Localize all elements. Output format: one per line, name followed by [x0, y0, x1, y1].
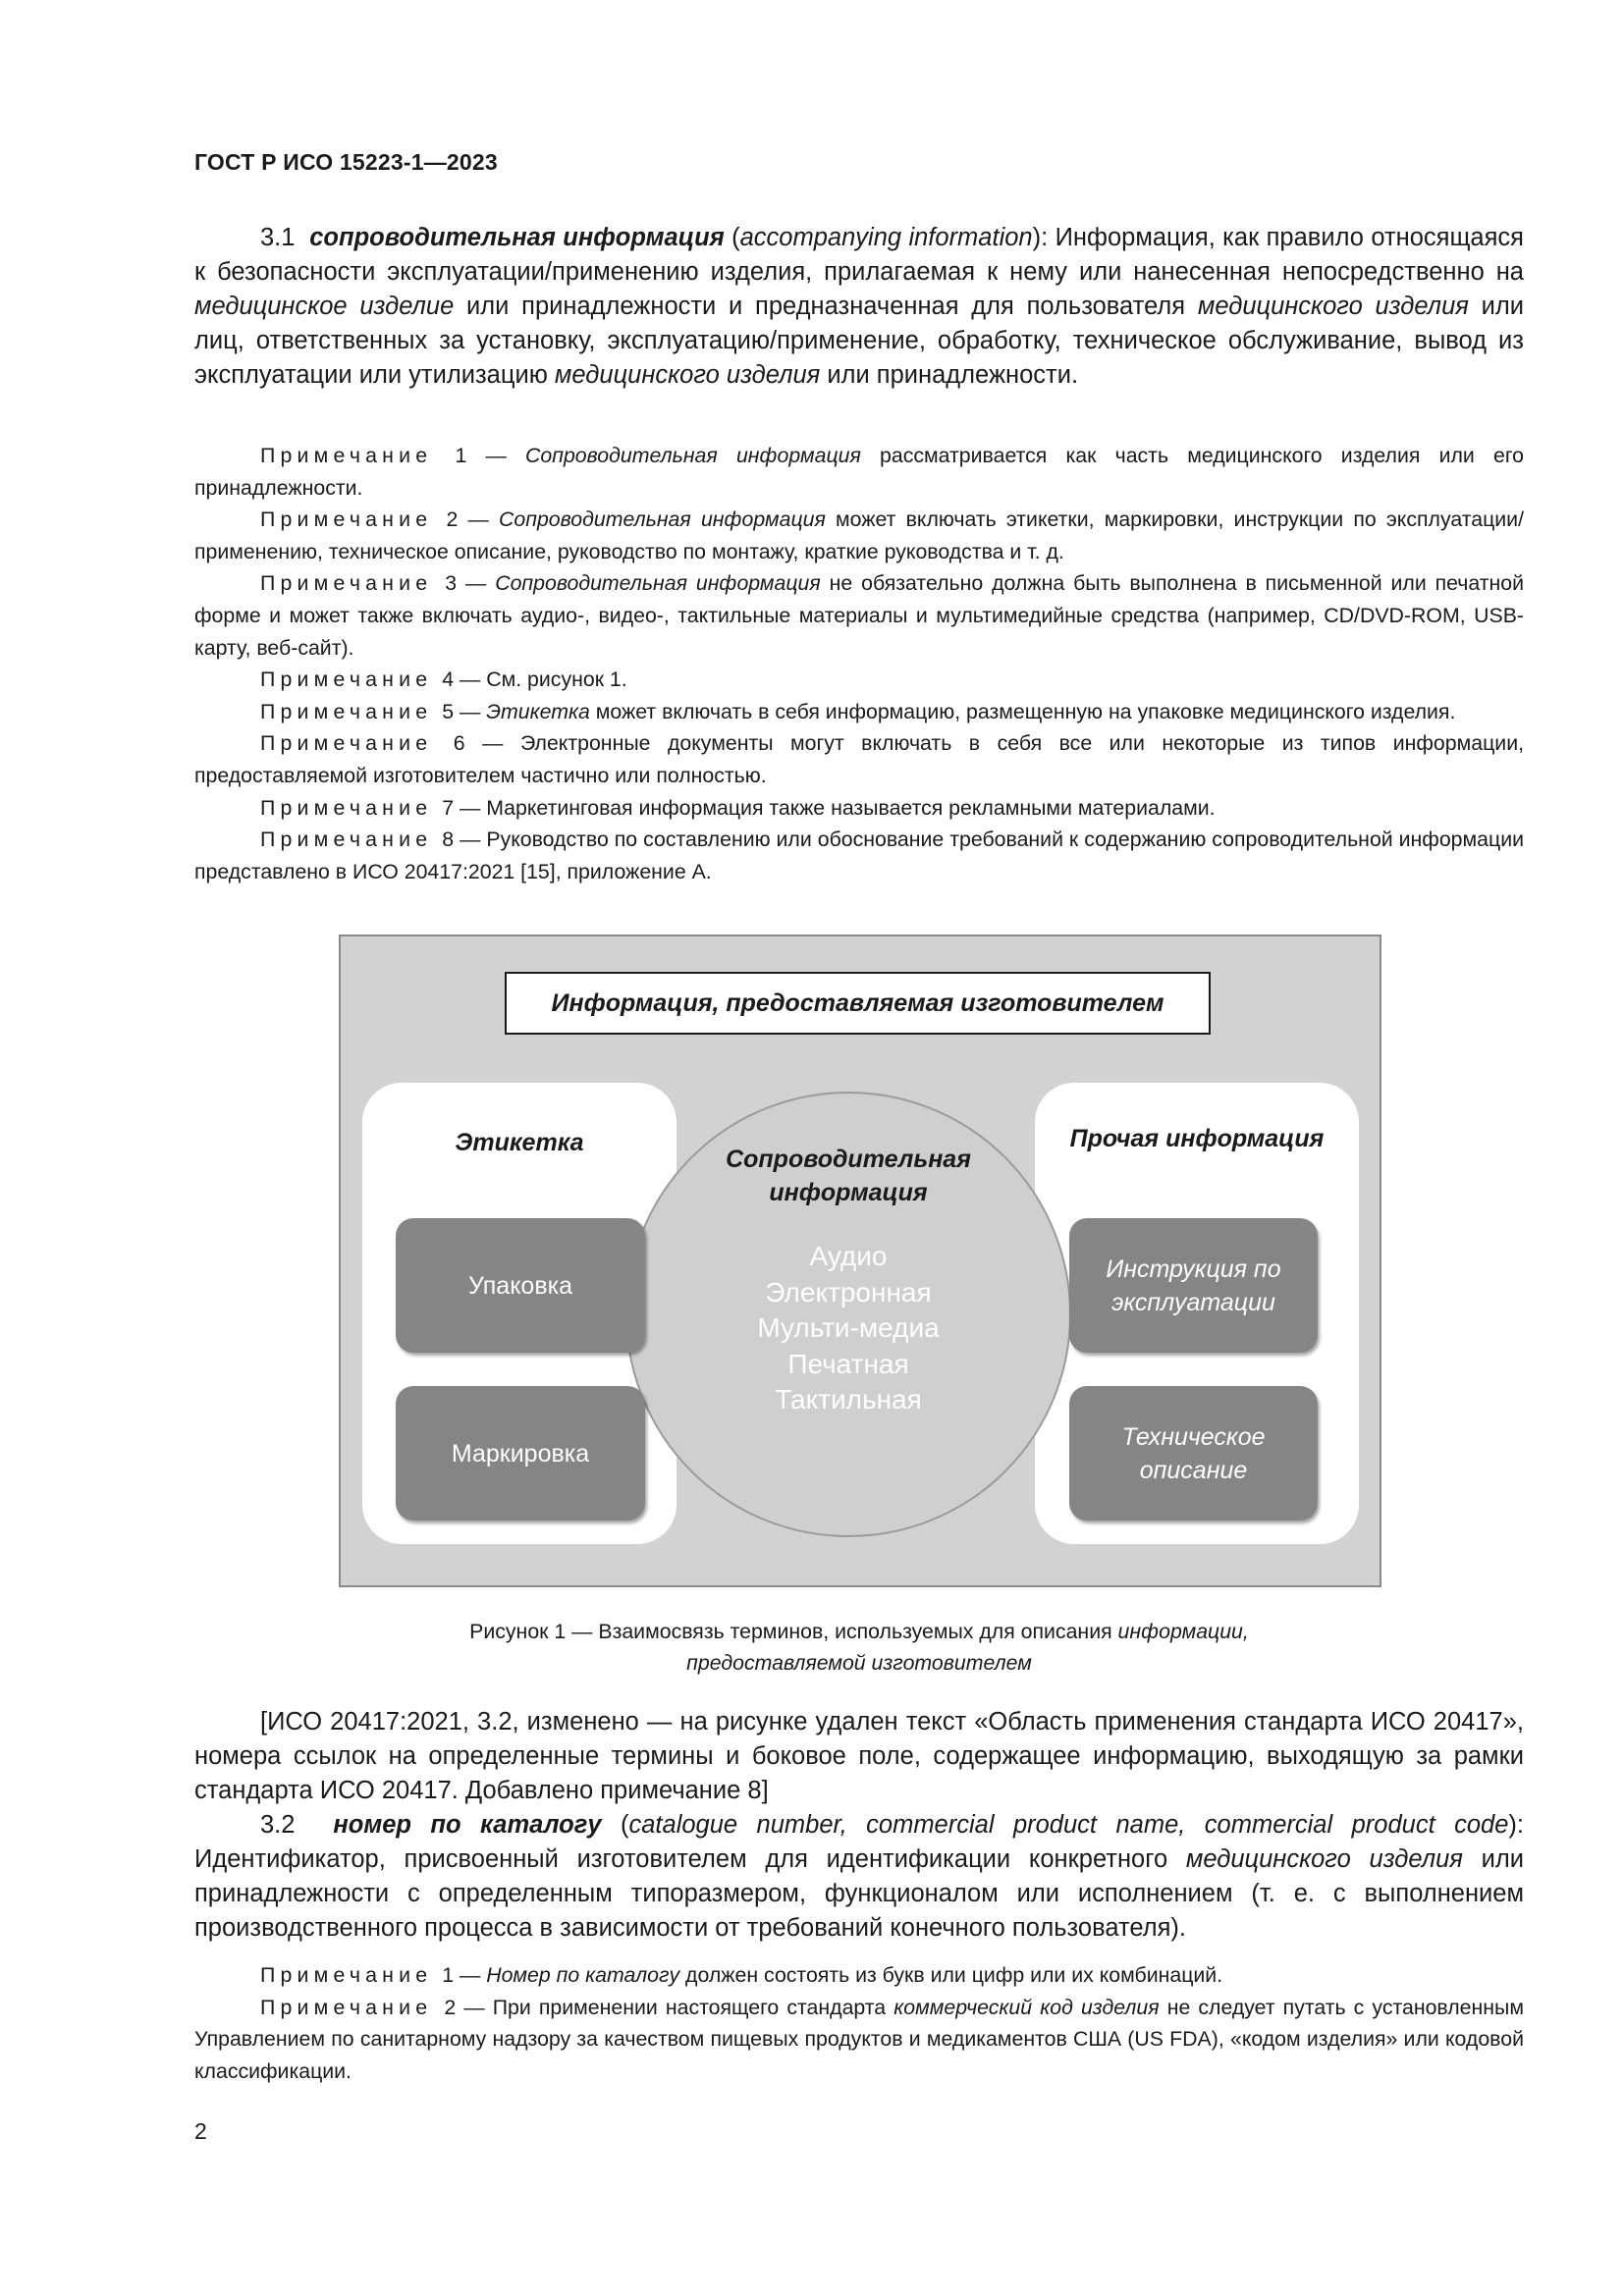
term-english: accompanying information — [739, 224, 1033, 251]
circle-item: Тактильная — [775, 1384, 922, 1415]
source-note: [ИСО 20417:2021, 3.2, изменено — на рисунке удален текст «Область применения стандарта ИСО 20417», номера ссылок на определенные термины и боковое поле, содержащее информацию, выходящую за рамки стандарта ИСО 20417. Добавлено примечание 8] — [194, 1708, 1524, 1804]
circle-items — [627, 1239, 1069, 1418]
note-1: Примечание 1 — Номер по каталогу должен состоять из букв или цифр или их комбинаций. — [260, 1963, 1223, 1987]
circle-item: Аудио — [809, 1241, 888, 1271]
note-6: Примечание 6 — Электронные документы могут включать в себя все или некоторые из типов информации, предоставляемой изготовителем частично или полностью. — [194, 731, 1525, 787]
note-2: Примечание 2 — При применении настоящего стандарта коммерческий код изделия не следует путать с установленным Управлением по санитарному надзору за качеством пищевых продуктов и медикаментов США (US FDA), «кодом изделия» или кодовой классификации. — [194, 1995, 1525, 2083]
technical-description-box: Техническое описание — [1069, 1386, 1318, 1521]
note-4: Примечание 4 — См. рисунок 1. — [260, 667, 627, 692]
circle-title: Сопроводительная информация — [726, 1146, 971, 1206]
circle-item: Мульти-медиа — [757, 1312, 940, 1343]
term: номер по каталогу — [333, 1811, 602, 1839]
notes-3-1 — [194, 440, 1524, 887]
other-info-title: Прочая информация — [1069, 1125, 1325, 1152]
document-header: ГОСТ Р ИСО 15223-1—2023 — [194, 149, 498, 175]
notes-3-2 — [194, 1959, 1524, 2087]
circle-item: Печатная — [787, 1348, 909, 1379]
circle-item: Электронная — [765, 1276, 932, 1308]
section-3-2 — [194, 1705, 1524, 1946]
note-2: Примечание 2 — Сопроводительная информация может включать этикетки, маркировки, инструкции по эксплуатации/применению, техническое описание, руководство по монтажу, краткие руководства и т. д. — [194, 507, 1524, 563]
instructions-box: Инструкция по эксплуатации — [1069, 1218, 1318, 1353]
figure-title-box: Информация, предоставляемая изготовителем — [505, 972, 1211, 1035]
figure-caption: Рисунок 1 — Взаимосвязь терминов, используемых для описания информации, предоставляемой изготовителем — [469, 1620, 1249, 1675]
definition-paragraph: 3.2 номер по каталогу (catalogue number, commercial product name, commercial product code): Идентификатор, присвоенный изготовителем для идентификации конкретного медицинского изделия или принадлежности с определенным типоразмером, функционалом или исполнением (т. е. с выполнением производственного процесса в зависимости от требований конечного пользователя). — [194, 1811, 1524, 1942]
term: сопроводительная информация — [309, 224, 725, 251]
page-number: 2 — [194, 2118, 207, 2144]
accompanying-info-circle — [625, 1092, 1071, 1537]
label-panel-title: Этикетка — [455, 1129, 584, 1156]
note-3: Примечание 3 — Сопроводительная информация не обязательно должна быть выполнена в письменной или печатной форме и может также включать аудио-, видео-, тактильные материалы и мультимедийные средства (например, CD/DVD-ROM, USB-карту, веб-сайт). — [194, 571, 1525, 660]
term-english: catalogue number, commercial product name, commercial product code — [628, 1811, 1509, 1839]
figure-1-diagram — [339, 934, 1381, 1587]
definition-paragraph: 3.1 сопроводительная информация (accompanying information): Информация, как правило относящаяся к безопасности эксплуатации/применению изделия, прилагаемая к нему или нанесенная непосредственно на медицинское изделие или принадлежности и предназначенная для пользователя медицинского изделия или лиц, ответственных за установку, эксплуатацию/применение, обработку, техническое обслуживание, вывод из эксплуатации или утилизацию медицинского изделия или принадлежности. — [194, 224, 1524, 389]
packaging-box: Упаковка — [396, 1218, 645, 1353]
note-5: Примечание 5 — Этикетка может включать в себя информацию, размещенную на упаковке медицинского изделия. — [260, 699, 1456, 723]
note-8: Примечание 8 — Руководство по составлению или обоснование требований к содержанию сопроводительной информации представлено в ИСО 20417:2021 [15], приложение А. — [194, 828, 1524, 883]
note-7: Примечание 7 — Маркетинговая информация также называется рекламными материалами. — [260, 795, 1216, 820]
section-3-1 — [194, 221, 1524, 393]
marking-box: Маркировка — [396, 1386, 645, 1521]
note-1: Примечание 1 — Сопроводительная информация рассматривается как часть медицинского изделия или его принадлежности. — [194, 444, 1524, 500]
